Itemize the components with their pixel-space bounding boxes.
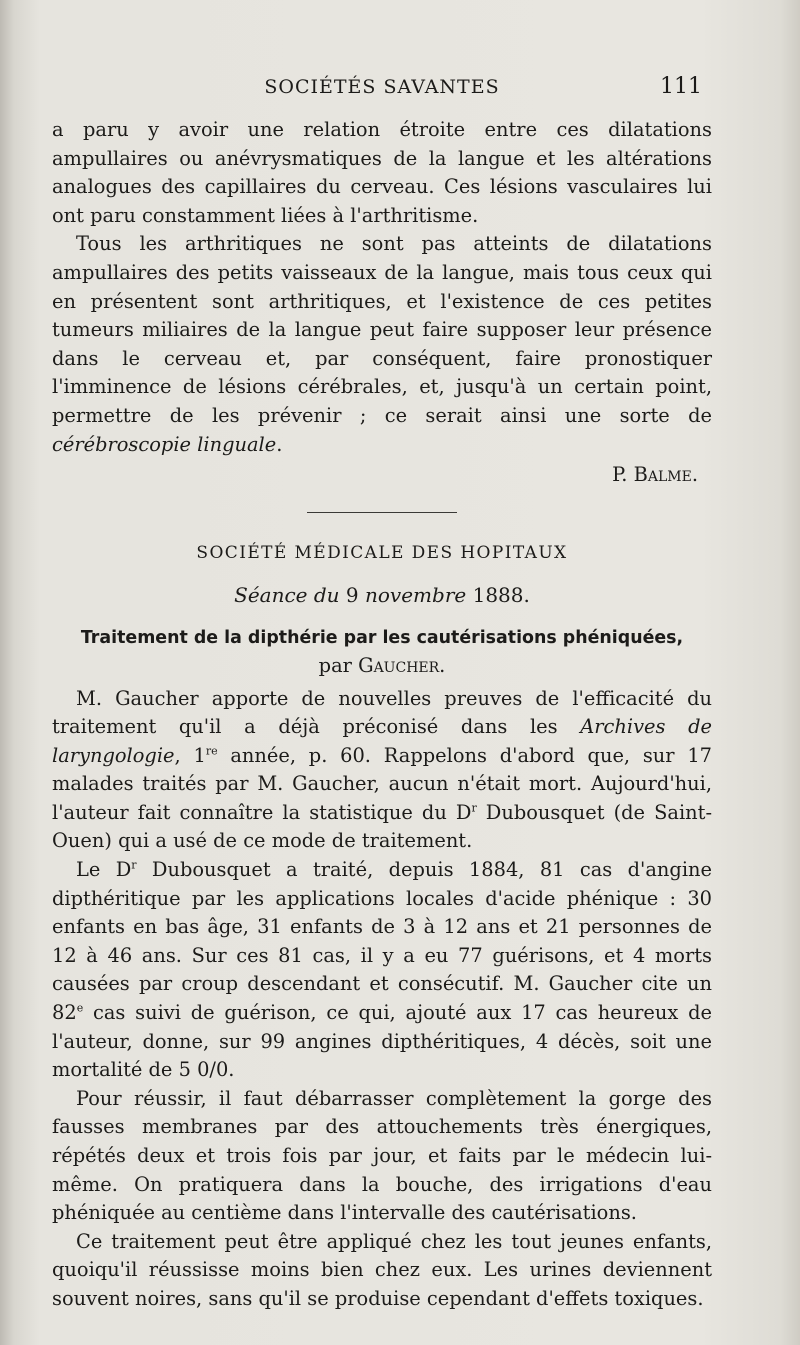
- session-date: Séance du 9 novembre 1888.: [234, 583, 530, 608]
- paragraph-arthritiques: Tous les arthritiques ne sont pas atteints de dilatations ampullaires des petits vaisseaux de la langue, mais tous ceux qui en présentent sont arthritiques, et l'existence de ces petites tumeurs miliaires de la langue peut faire supposer leur présence dans le cerveau et, par conséquent, faire pronostiquer l'imminence de lésions cérébrales, et, jusqu'à un certain point, permettre de les prévenir ; ce serait ainsi une sorte de cérébroscopie linguale.: [52, 232, 712, 456]
- section-divider: [307, 512, 457, 513]
- article-author: Gaucher.: [358, 653, 446, 677]
- paragraph-gaucher: M. Gaucher apporte de nouvelles preuves de l'efficacité du traitement qu'il a déjà préconisé dans les Archives de laryngologie, 1re année, p. 60. Rappelons d'abord que, sur 17 malades traités par M. Gaucher, aucun n'était mort. Aujourd'hui, l'auteur fait connaître la statistique du $D^r$ Dubousquet (de Saint-Ouen) qui a usé de ce mode de traitement.: [52, 686, 713, 853]
- paragraph-dubousquet: Le $D^r$ Dubousquet a traité, depuis 1884, 81 cas d'angine dipthéritique par les applications locales d'acide phénique : 30 enfants en bas âge, 31 enfants de 3 à 12 ans et 21 personnes de 12 à 46 ans. Sur ces 81 cas, il y a eu 77 guérisons, et 4 morts causées par croup descendant et consécutif. M. Gaucher cite un 82e cas suivi de guérison, ce qui, ajouté aux 17 cas heureux de l'auteur, donne, sur 99 angines dipthéritiques, 4 décès, soit une mortalité de 5 0/0.: [52, 858, 712, 1082]
- paragraph-children: Ce traitement peut être appliqué chez les tout jeunes enfants, quoiqu'il réussisse moins bien chez eux. Les urines deviennent souvent noires, sans qu'il se produise cependant d'effets toxiques.: [52, 1229, 712, 1310]
- author-signature: P. Balme.: [612, 463, 698, 487]
- page-header: [52, 76, 712, 106]
- paragraph-continuation: a paru y avoir une relation étroite entre ces dilatations ampullaires ou anévrysmatiques de la langue et les altérations analogues des capillaires du cerveau. Ces lésions vasculaires lui ont paru constamment liées à l'arthritisme.: [52, 118, 712, 227]
- running-title: SOCIÉTÉS SAVANTES: [264, 76, 500, 98]
- italic-term: cérébroscopie linguale: [52, 432, 277, 456]
- article-byline: par Gaucher.: [318, 653, 446, 677]
- page-number: 111: [660, 74, 702, 99]
- page-body: [52, 116, 712, 1314]
- article-title: Traitement de la dipthérie par les cautérisations phéniquées,: [80, 627, 684, 648]
- section-heading: SOCIÉTÉ MÉDICALE DES HOPITAUX: [196, 542, 568, 563]
- paragraph-method: Pour réussir, il faut débarrasser complètement la gorge des fausses membranes par des attouchements très énergiques, répétés deux et trois fois par jour, et faits par le médecin lui-même. On pratiquera dans la bouche, des irrigations d'eau phéniquée au centième dans l'intervalle des cautérisations.: [52, 1086, 712, 1225]
- journal-title: Archives de laryngologie: [52, 715, 712, 767]
